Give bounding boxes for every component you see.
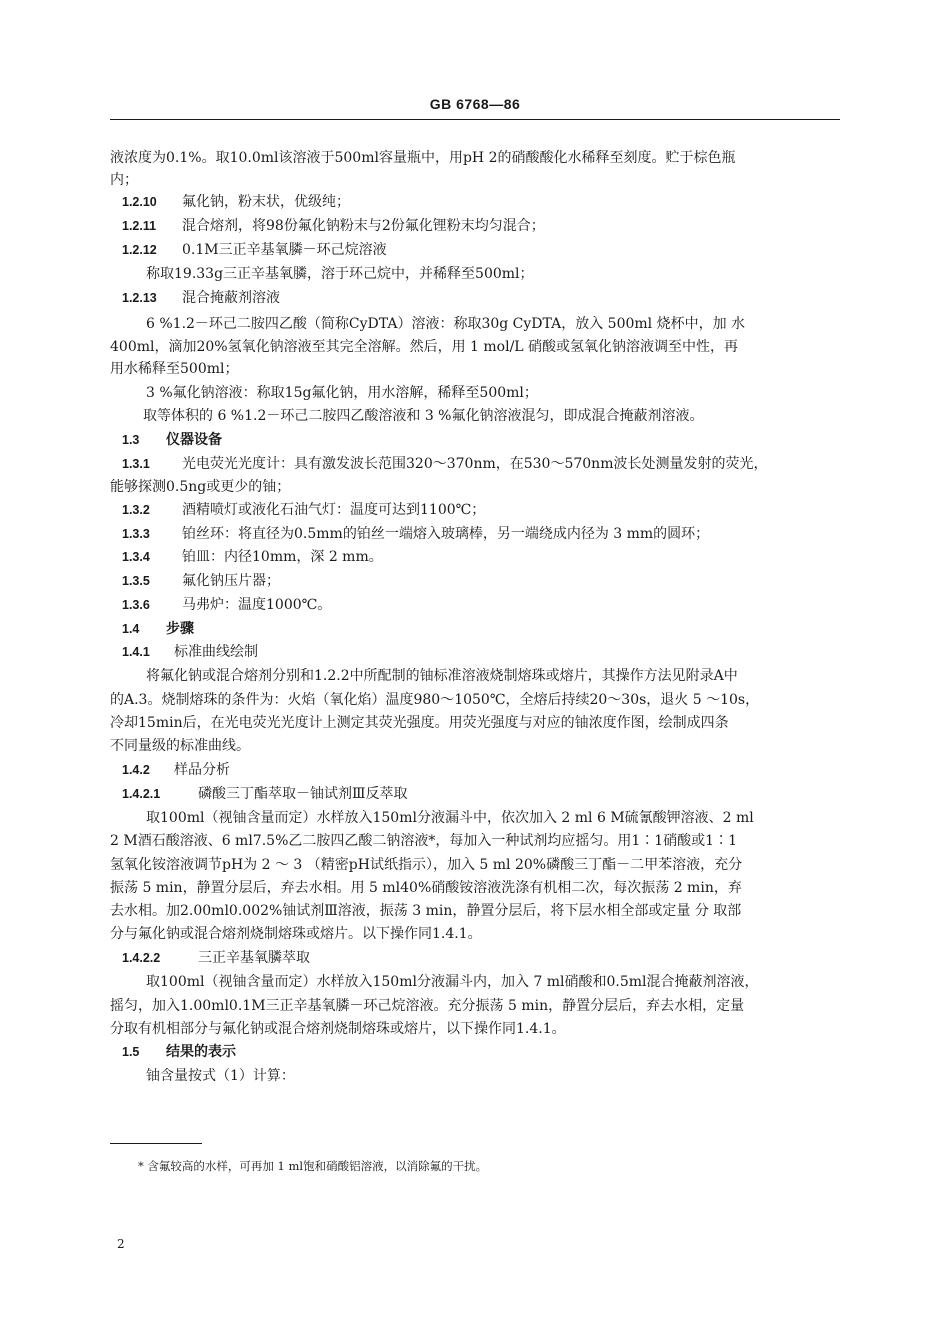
section-1-2-11	[122, 216, 852, 236]
body-line: 取100ml（视铀含量而定）水样放入150ml分液漏斗中，依次加入 2 ml 6 M硫氰酸钾溶液、2 ml	[146, 810, 754, 826]
section-number: 1.3	[122, 433, 140, 447]
body-line: 的A.3。烧制熔珠的条件为：火焰（氧化焰）温度980～1050℃，全熔后持续20～30s，退火 5 ～10s，	[110, 692, 760, 708]
section-text: 标准曲线绘制	[174, 644, 258, 660]
section-1-2-13	[122, 288, 852, 308]
section-heading: 仪器设备	[166, 432, 222, 448]
section-number: 1.2.12	[122, 243, 157, 257]
section-number: 1.3.2	[122, 503, 150, 517]
document-header: GB 6768—86	[429, 96, 521, 112]
section-1-3	[122, 430, 852, 450]
section-number: 1.4	[122, 622, 140, 636]
body-line: 内；	[110, 172, 138, 188]
footnote-rule	[110, 1143, 202, 1144]
section-heading: 步骤	[166, 621, 194, 637]
body-line: 液浓度为0.1%。取10.0ml该溶液于500ml容量瓶中，用pH 2的硝酸酸化水稀释至刻度。贮于棕色瓶	[110, 150, 736, 166]
section-1-3-1	[122, 454, 852, 474]
section-text: 三正辛基氧膦萃取	[198, 950, 310, 966]
section-number: 1.3.3	[122, 527, 150, 541]
section-text: 氟化钠压片器；	[182, 573, 280, 589]
section-number: 1.2.10	[122, 195, 157, 209]
section-text: 氟化钠，粉末状，优级纯；	[182, 194, 350, 210]
section-number: 1.3.4	[122, 550, 150, 564]
section-1-3-3	[122, 524, 852, 544]
body-line: 能够探测0.5ng或更少的铀；	[110, 479, 291, 495]
section-text: 混合熔剂，将98份氟化钠粉末与2份氟化锂粉末均匀混合；	[182, 218, 545, 234]
section-text: 马弗炉：温度1000℃。	[182, 597, 332, 613]
body-line: 分取有机相部分与氟化钠或混合熔剂烧制熔珠或熔片，以下操作同1.4.1。	[110, 1021, 566, 1037]
body-line: 氢氧化铵溶液调节pH为 2 ～ 3 （精密pH试纸指示），加入 5 ml 20%磷酸三丁酯－二甲苯溶液，充分	[110, 857, 743, 873]
body-line: 铀含量按式（1）计算：	[146, 1068, 295, 1084]
section-1-4-2	[122, 760, 852, 780]
body-line: 摇匀，加入1.00ml0.1M三正辛基氧膦－环己烷溶液。充分振荡 5 min，静置分层后，弃去水相，定量	[110, 998, 745, 1014]
body-line: 3 %氟化钠溶液：称取15g氟化钠，用水溶解，稀释至500ml；	[146, 385, 538, 401]
body-line: 用水稀释至500ml；	[110, 361, 239, 377]
section-1-4	[122, 619, 852, 639]
section-text: 铂丝环：将直径为0.5mm的铂丝一端熔入玻璃棒，另一端绕成内径为 3 mm的圆环；	[182, 526, 710, 542]
page-number: 2	[117, 1237, 125, 1251]
section-1-3-6	[122, 595, 852, 615]
footnote: * 含氟较高的水样，可再加 1 ml饱和硝酸铝溶液，以消除氟的干扰。	[138, 1159, 488, 1173]
section-text: 磷酸三丁酯萃取－铀试剂Ⅲ反萃取	[198, 786, 408, 802]
section-number: 1.4.2.2	[122, 951, 161, 965]
section-number: 1.4.1	[122, 645, 150, 659]
body-line: 分与氟化钠或混合熔剂烧制熔珠或熔片。以下操作同1.4.1。	[110, 926, 482, 942]
section-number: 1.4.2.1	[122, 787, 161, 801]
section-1-4-2-1	[122, 784, 852, 804]
section-text: 酒精喷灯或液化石油气灯：温度可达到1100℃；	[182, 502, 486, 518]
section-1-4-1	[122, 642, 852, 662]
section-heading: 结果的表示	[166, 1044, 236, 1060]
section-number: 1.3.5	[122, 574, 150, 588]
body-line: 取等体积的 6 %1.2－环己二胺四乙酸溶液和 3 %氟化钠溶液混匀，即成混合掩蔽剂溶液。	[143, 408, 704, 424]
section-text: 混合掩蔽剂溶液	[182, 290, 280, 306]
section-number: 1.5	[122, 1045, 140, 1059]
body-line: 400ml，滴加20%氢氧化钠溶液至其完全溶解。然后，用 1 mol/L 硝酸或氢氧化钠溶液调至中性，再	[110, 339, 739, 355]
section-1-3-4	[122, 547, 852, 567]
section-text: 样品分析	[174, 762, 230, 778]
section-1-2-10	[122, 192, 852, 212]
section-text: 光电荧光光度计：具有激发波长范围320～370nm，在530～570nm波长处测量发射的荧光，	[182, 456, 768, 472]
section-number: 1.3.1	[122, 457, 150, 471]
section-text: 0.1M三正辛基氧膦－环己烷溶液	[182, 242, 387, 258]
body-line: 振荡 5 min，静置分层后，弃去水相。用 5 ml40%硝酸铵溶液洗涤有机相二次，每次振荡 2 min，弃	[110, 880, 742, 896]
body-line: 6 %1.2－环己二胺四乙酸（简称CyDTA）溶液：称取30g CyDTA，放入 500ml 烧杯中，加 水	[146, 316, 746, 332]
body-line: 不同量级的标准曲线。	[110, 738, 250, 754]
section-number: 1.4.2	[122, 763, 150, 777]
body-line: 2 M酒石酸溶液、6 ml7.5%乙二胺四乙酸二钠溶液*，每加入一种试剂均应摇匀。用1∶1硝酸或1∶1	[110, 833, 737, 849]
section-1-5	[122, 1042, 852, 1062]
section-1-3-2	[122, 500, 852, 520]
body-line: 将氟化钠或混合熔剂分别和1.2.2中所配制的铀标准溶液烧制熔珠或熔片，其操作方法见附录A中	[146, 668, 738, 684]
section-1-3-5	[122, 571, 852, 591]
body-line: 取100ml（视铀含量而定）水样放入150ml分液漏斗内，加入 7 ml硝酸和0.5ml混合掩蔽剂溶液，	[146, 974, 759, 990]
section-number: 1.2.11	[122, 219, 157, 233]
body-line: 称取19.33g三正辛基氧膦，溶于环己烷中，并稀释至500ml；	[146, 266, 534, 282]
section-number: 1.2.13	[122, 291, 157, 305]
section-text: 铂皿：内径10mm，深 2 mm。	[182, 549, 383, 565]
body-line: 去水相。加2.00ml0.002%铀试剂Ⅲ溶液，振荡 3 min，静置分层后，将下层水相全部或定量 分 取部	[110, 903, 742, 919]
section-1-4-2-2	[122, 948, 852, 968]
body-line: 冷却15min后，在光电荧光光度计上测定其荧光强度。用荧光强度与对应的铀浓度作图，绘制成四条	[110, 715, 729, 731]
section-1-2-12	[122, 240, 852, 260]
header-rule	[110, 119, 840, 120]
section-number: 1.3.6	[122, 598, 150, 612]
